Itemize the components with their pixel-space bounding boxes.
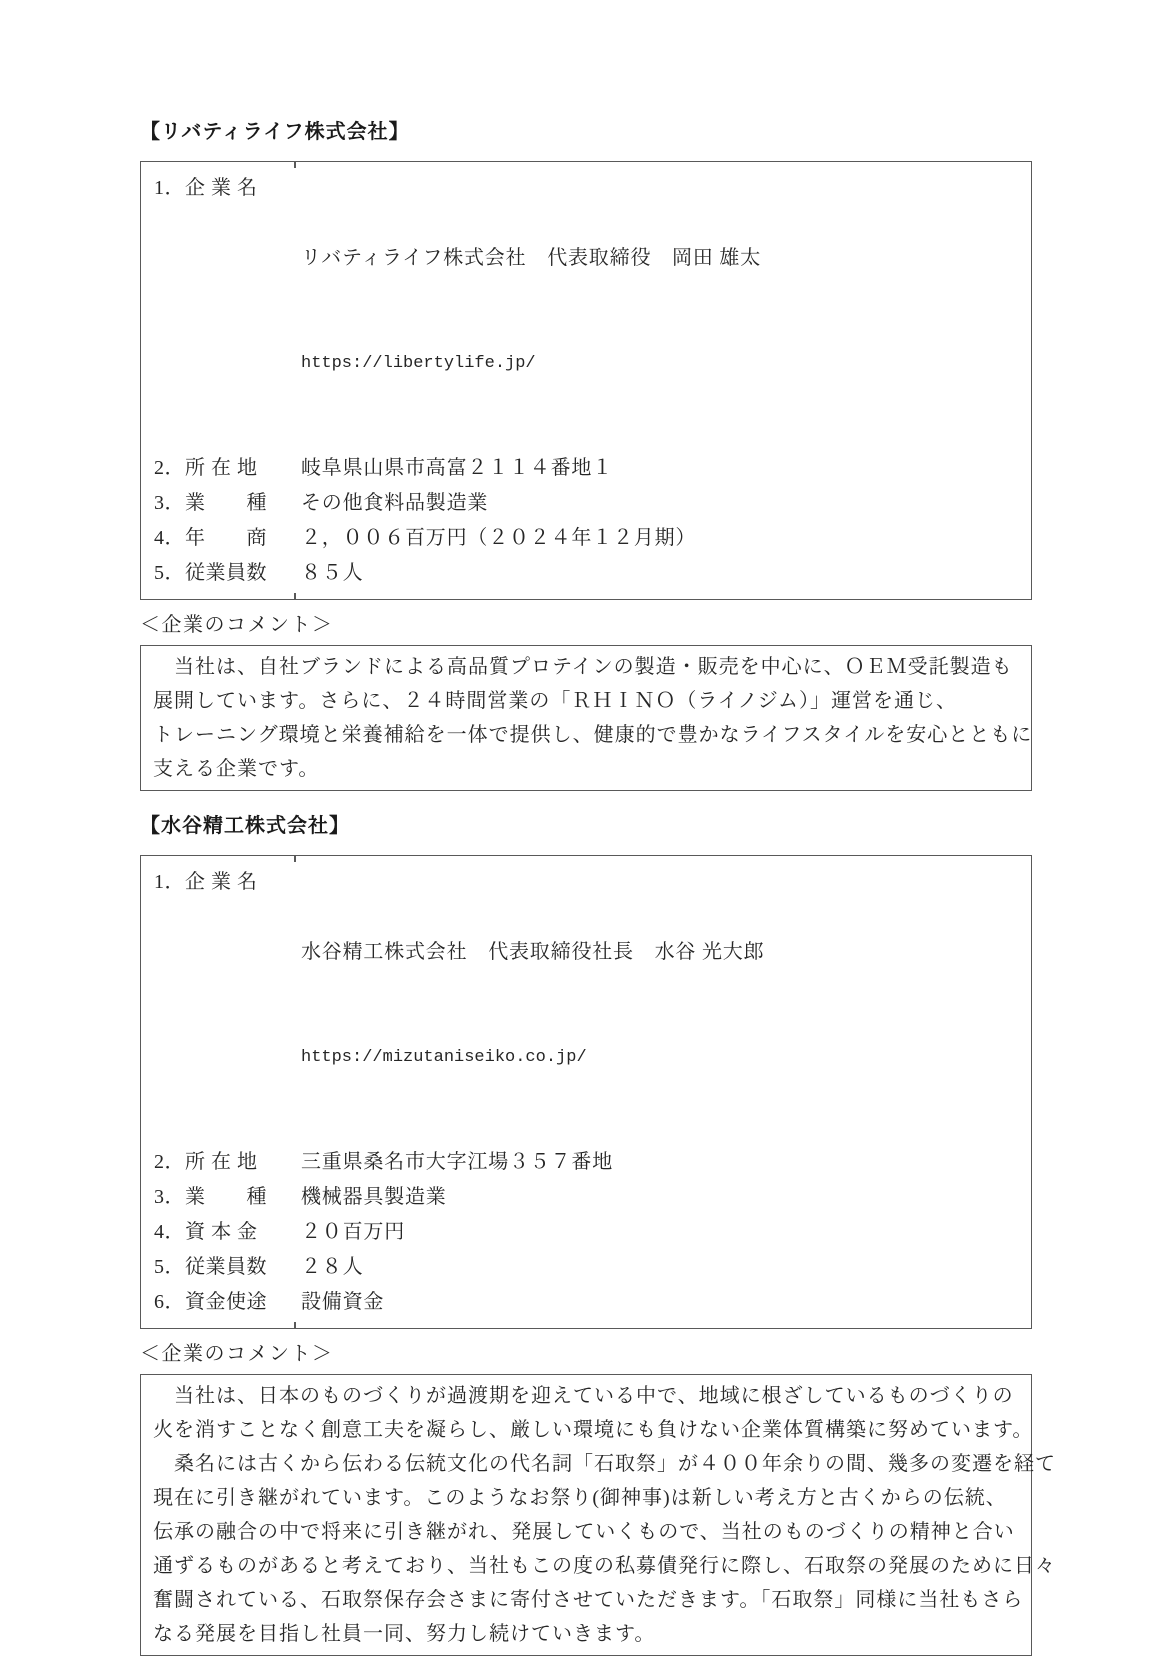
company-section-liberty-life bbox=[140, 119, 1032, 791]
table-row bbox=[141, 1215, 1031, 1250]
column-divider-tick bbox=[294, 593, 296, 599]
column-divider-tick bbox=[294, 162, 296, 168]
row-label: 1．企 業 名 bbox=[154, 177, 258, 199]
row-label: 5．従業員数 bbox=[154, 562, 267, 584]
row-label: 3．業 種 bbox=[154, 492, 267, 514]
table-row bbox=[141, 865, 1031, 1145]
row-label: 4．年 商 bbox=[154, 527, 267, 549]
row-value: ２８人 bbox=[301, 1256, 364, 1278]
company-2-name-value: 水谷精工株式会社 代表取締役社長 水谷 光大郎 bbox=[301, 941, 765, 963]
company-2-info-table bbox=[140, 855, 1032, 1329]
company-1-info-table bbox=[140, 161, 1032, 600]
company-2-url: https://mizutaniseiko.co.jp/ bbox=[301, 1048, 587, 1067]
row-label: 2．所 在 地 bbox=[154, 1151, 258, 1173]
comment-line: 展開しています。さらに、２４時間営業の「ＲＨＩＮＯ（ライノジム）」運営を通じ、 bbox=[153, 690, 957, 712]
column-divider-tick bbox=[294, 856, 296, 862]
row-value: ２，００６百万円（２０２４年１２月期） bbox=[301, 527, 697, 549]
company-2-title: 【水谷精工株式会社】 bbox=[140, 815, 350, 837]
table-row bbox=[141, 1145, 1031, 1180]
row-label: 6．資金使途 bbox=[154, 1291, 267, 1313]
comment-line: 当社は、日本のものづくりが過渡期を迎えている中で、地域に根ざしているものづくりの bbox=[153, 1385, 1014, 1407]
row-label: 2．所 在 地 bbox=[154, 457, 258, 479]
comment-line: 火を消すことなく創意工夫を凝らし、厳しい環境にも負けない企業体質構築に努めています。 bbox=[153, 1419, 1034, 1441]
comment-line: なる発展を目指し社員一同、努力し続けていきます。 bbox=[153, 1623, 656, 1645]
table-row bbox=[141, 451, 1031, 486]
row-label: 4．資 本 金 bbox=[154, 1221, 258, 1243]
company-2-comment-heading: ＜企業のコメント＞ bbox=[140, 1343, 334, 1365]
company-section-mizutani-seiko bbox=[140, 813, 1056, 1656]
comment-line: トレーニング環境と栄養補給を一体で提供し、健康的で豊かなライフスタイルを安心とともに bbox=[153, 724, 1033, 746]
comment-line: 桑名には古くから伝わる伝統文化の代名詞「石取祭」が４００年余りの間、幾多の変遷を経て bbox=[153, 1453, 1056, 1475]
row-value: その他食料品製造業 bbox=[301, 492, 489, 514]
row-value-group bbox=[301, 865, 1031, 1145]
company-2-comment-box bbox=[140, 1374, 1056, 1656]
comment-line: 現在に引き継がれています。このようなお祭り(御神事)は新しい考え方と古くからの伝統、 bbox=[153, 1487, 1007, 1509]
comment-line: 伝承の融合の中で将来に引き継がれ、発展していくもので、当社のものづくりの精神と合い bbox=[153, 1521, 1015, 1543]
page-content bbox=[140, 0, 1056, 1656]
row-label: 3．業 種 bbox=[154, 1186, 267, 1208]
row-value: ８５人 bbox=[301, 562, 364, 584]
row-value-group bbox=[301, 171, 1031, 451]
company-1-comment-box bbox=[140, 645, 1032, 791]
table-row bbox=[141, 171, 1031, 451]
row-label: 5．従業員数 bbox=[154, 1256, 267, 1278]
company-1-comment-heading: ＜企業のコメント＞ bbox=[140, 614, 334, 636]
row-value: 設備資金 bbox=[301, 1291, 385, 1313]
table-row bbox=[141, 521, 1031, 556]
company-1-name-value: リバティライフ株式会社 代表取締役 岡田 雄太 bbox=[301, 247, 761, 269]
row-value: 三重県桑名市大字江場３５７番地 bbox=[301, 1151, 613, 1173]
row-value: 岐阜県山県市高富２１１４番地１ bbox=[301, 457, 613, 479]
table-row bbox=[141, 1285, 1031, 1320]
table-row bbox=[141, 486, 1031, 521]
row-value: ２０百万円 bbox=[301, 1221, 405, 1243]
comment-line: 当社は、自社ブランドによる高品質プロテインの製造・販売を中心に、ＯＥＭ受託製造も bbox=[153, 656, 1013, 678]
company-1-title: 【リバティライフ株式会社】 bbox=[140, 121, 410, 143]
comment-line: 奮闘されている、石取祭保存会さまに寄付させていただきます。「石取祭」同様に当社もさら bbox=[153, 1589, 1024, 1611]
comment-line: 通ずるものがあると考えており、当社もこの度の私募債発行に際し、石取祭の発展のために日々 bbox=[153, 1555, 1056, 1577]
company-1-url: https://libertylife.jp/ bbox=[301, 354, 536, 373]
comment-line: 支える企業です。 bbox=[153, 758, 320, 780]
column-divider-tick bbox=[294, 1322, 296, 1328]
table-row bbox=[141, 1250, 1031, 1285]
row-label: 1．企 業 名 bbox=[154, 871, 258, 893]
row-value: 機械器具製造業 bbox=[301, 1186, 447, 1208]
table-row bbox=[141, 556, 1031, 591]
table-row bbox=[141, 1180, 1031, 1215]
